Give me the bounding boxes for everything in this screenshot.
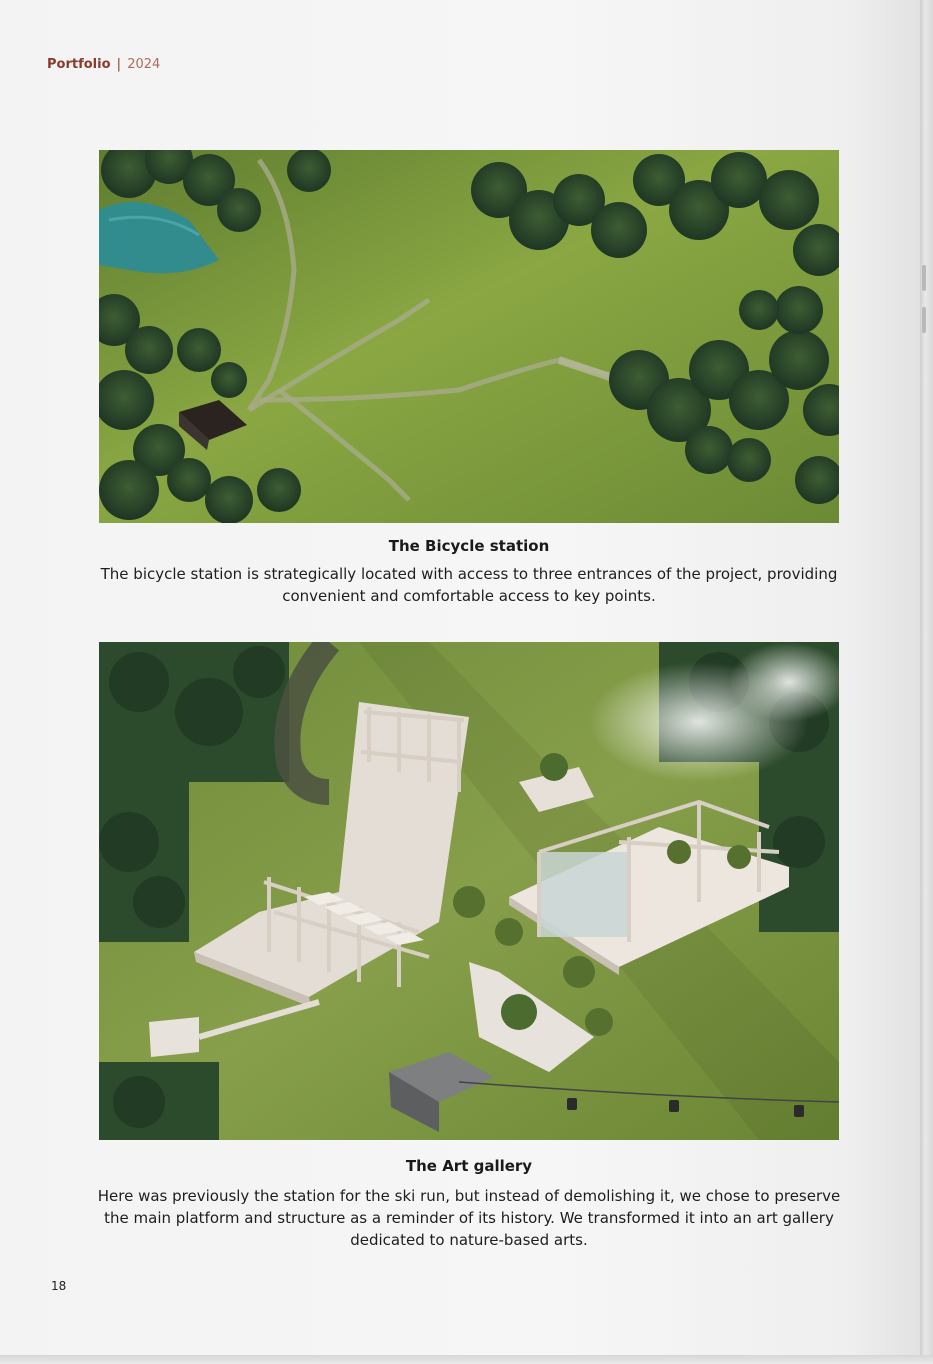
bicycle-station-render	[99, 150, 839, 523]
page-number: 18	[51, 1279, 67, 1293]
page-header	[47, 57, 160, 72]
header-separator: |	[116, 57, 122, 72]
page-tab-marker	[922, 265, 926, 291]
art-gallery-title: The Art gallery	[405, 1157, 533, 1175]
page-edge	[920, 0, 933, 1364]
art-gallery-render	[99, 642, 839, 1140]
header-brand: Portfolio	[47, 57, 111, 72]
art-gallery-description: Here was previously the station for the ski run, but instead of demolishing it, we chose to preserve the main platform and structure as a reminder of its history. We transformed it into an art gallery dedicated to nature-based arts.	[97, 1187, 841, 1249]
bicycle-station-title: The Bicycle station	[388, 537, 550, 555]
page-tab-marker	[922, 307, 926, 333]
bicycle-station-description: The bicycle station is strategically located with access to three entrances of the project, providing convenient and comfortable access to key points.	[100, 565, 838, 605]
header-year: 2024	[127, 57, 161, 72]
page-bottom-edge	[0, 1355, 933, 1364]
